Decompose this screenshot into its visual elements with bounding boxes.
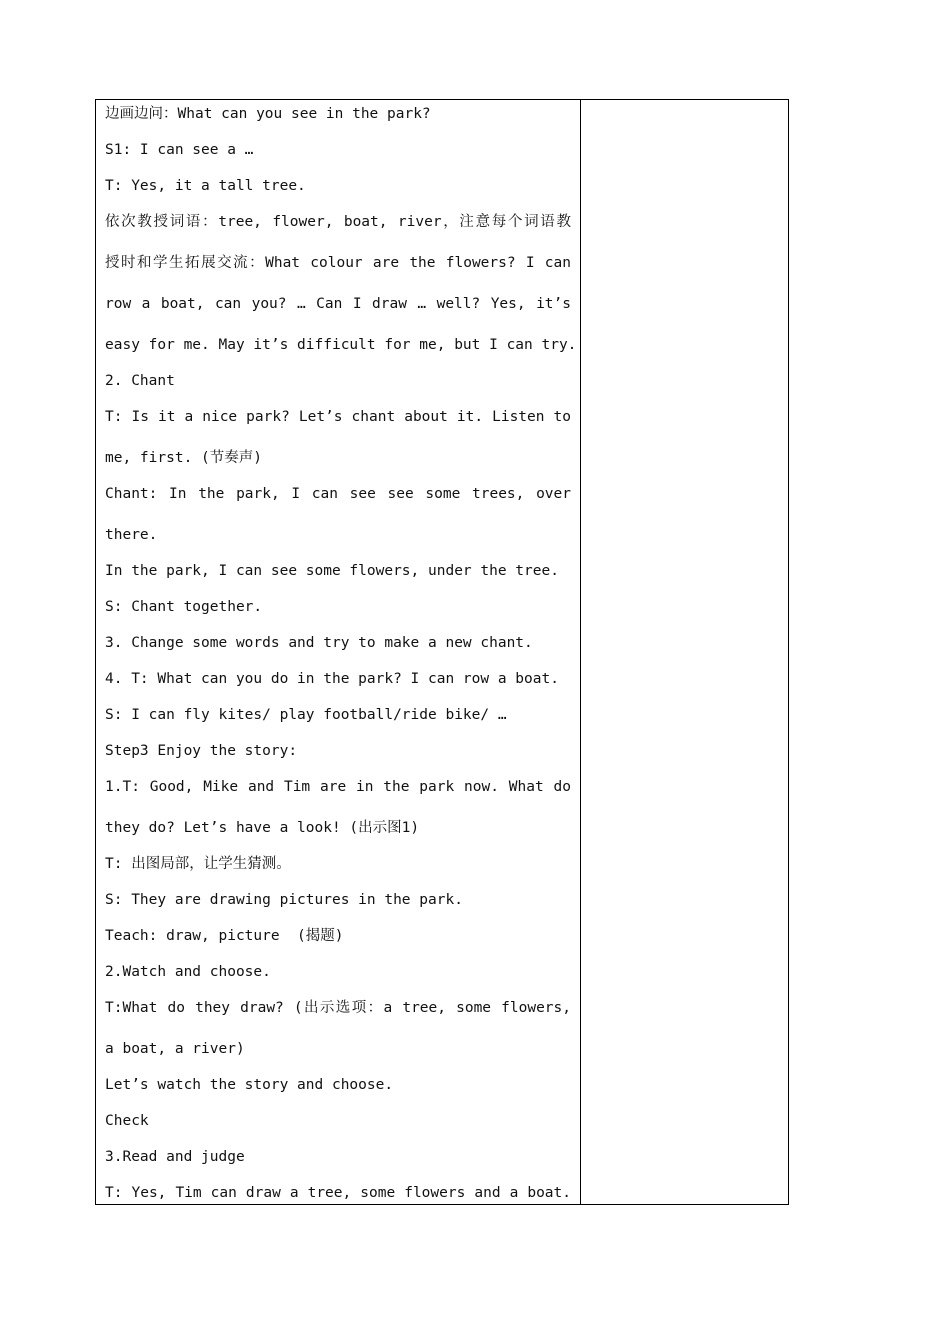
text-line: T: Is it a nice park? Let’s chant about it. Listen to (105, 409, 571, 425)
text-line: Step3 Enjoy the story: (105, 743, 298, 759)
text-line: a boat, a river) (105, 1041, 245, 1057)
text-line: Teach: draw, picture (揭题) (105, 928, 344, 944)
text-line: T: 出图局部，让学生猜测。 (105, 856, 291, 872)
text-line: S: Chant together. (105, 599, 263, 615)
text-line: me, first. (节奏声) (105, 450, 262, 466)
text-line: S: I can fly kites/ play football/ride bike/ … (105, 707, 507, 723)
text-line: they do? Let’s have a look! (出示图1) (105, 820, 420, 836)
text-line: 4. T: What can you do in the park? I can row a boat. (105, 671, 559, 687)
text-line: there. (105, 527, 158, 543)
text-line: T: Yes, Tim can draw a tree, some flowers and a boat. (105, 1185, 571, 1201)
text-line: Let’s watch the story and choose. (105, 1077, 394, 1093)
text-line: In the park, I can see some flowers, under the tree. (105, 563, 559, 579)
notes-cell (581, 100, 788, 1204)
text-line: row a boat, can you? … Can I draw … well? Yes, it’s (105, 296, 571, 312)
text-line: 2.Watch and choose. (105, 964, 271, 980)
procedure-cell (105, 100, 577, 1204)
text-line: 授时和学生拓展交流：What colour are the flowers? I can (105, 255, 571, 271)
text-line: 依次教授词语：tree, flower, boat, river，注意每个词语教 (105, 214, 571, 230)
text-line: Chant: In the park, I can see see some trees, over (105, 486, 571, 502)
text-line: T: Yes, it a tall tree. (105, 178, 306, 194)
text-line: T:What do they draw? (出示选项：a tree, some flowers, (105, 1000, 571, 1016)
text-line: 3. Change some words and try to make a new chant. (105, 635, 533, 651)
lesson-plan-table (95, 99, 789, 1205)
text-line: easy for me. May it’s difficult for me, but I can try. (105, 337, 577, 353)
text-line: S: They are drawing pictures in the park. (105, 892, 463, 908)
text-line: Check (105, 1113, 149, 1129)
text-line: 3.Read and judge (105, 1149, 245, 1165)
text-line: 2. Chant (105, 373, 175, 389)
text-line: 边画边问：What can you see in the park? (105, 106, 431, 122)
text-line: 1.T: Good, Mike and Tim are in the park now. What do (105, 779, 571, 795)
text-line: S1: I can see a … (105, 142, 254, 158)
